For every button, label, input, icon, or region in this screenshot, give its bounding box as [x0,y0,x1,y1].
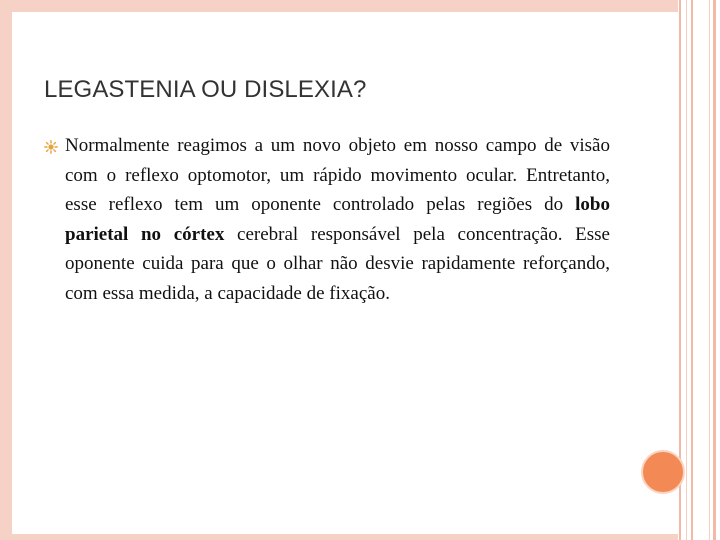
bullet-paragraph [65,131,610,308]
paragraph-bold-text: lobo parietal no córtex [65,194,610,245]
decorative-stripe [686,0,687,540]
decorative-stripe [691,0,693,540]
decorative-stripe [713,0,716,540]
paragraph-text: Normalmente reagimos a um novo objeto em nosso campo de visão com o reflexo optomotor, um rápido movimento ocular. Entretanto, esse reflexo tem um oponente controlado pelas regiões do [65,135,610,215]
slide-border-bottom [0,534,720,540]
paragraph-text: cerebral responsável pela concentração. Esse oponente cuida para que o olhar não desvie rapidamente reforçando, com essa medida, a capacidade de fixação. [65,223,610,304]
slide-border-left [0,0,12,540]
slide-title: LEGASTENIA OU DISLEXIA? [44,76,367,103]
decorative-stripe [709,0,710,540]
slide-border-top [0,0,720,12]
sun-bullet-icon [43,139,59,155]
decorative-circle [641,450,685,494]
